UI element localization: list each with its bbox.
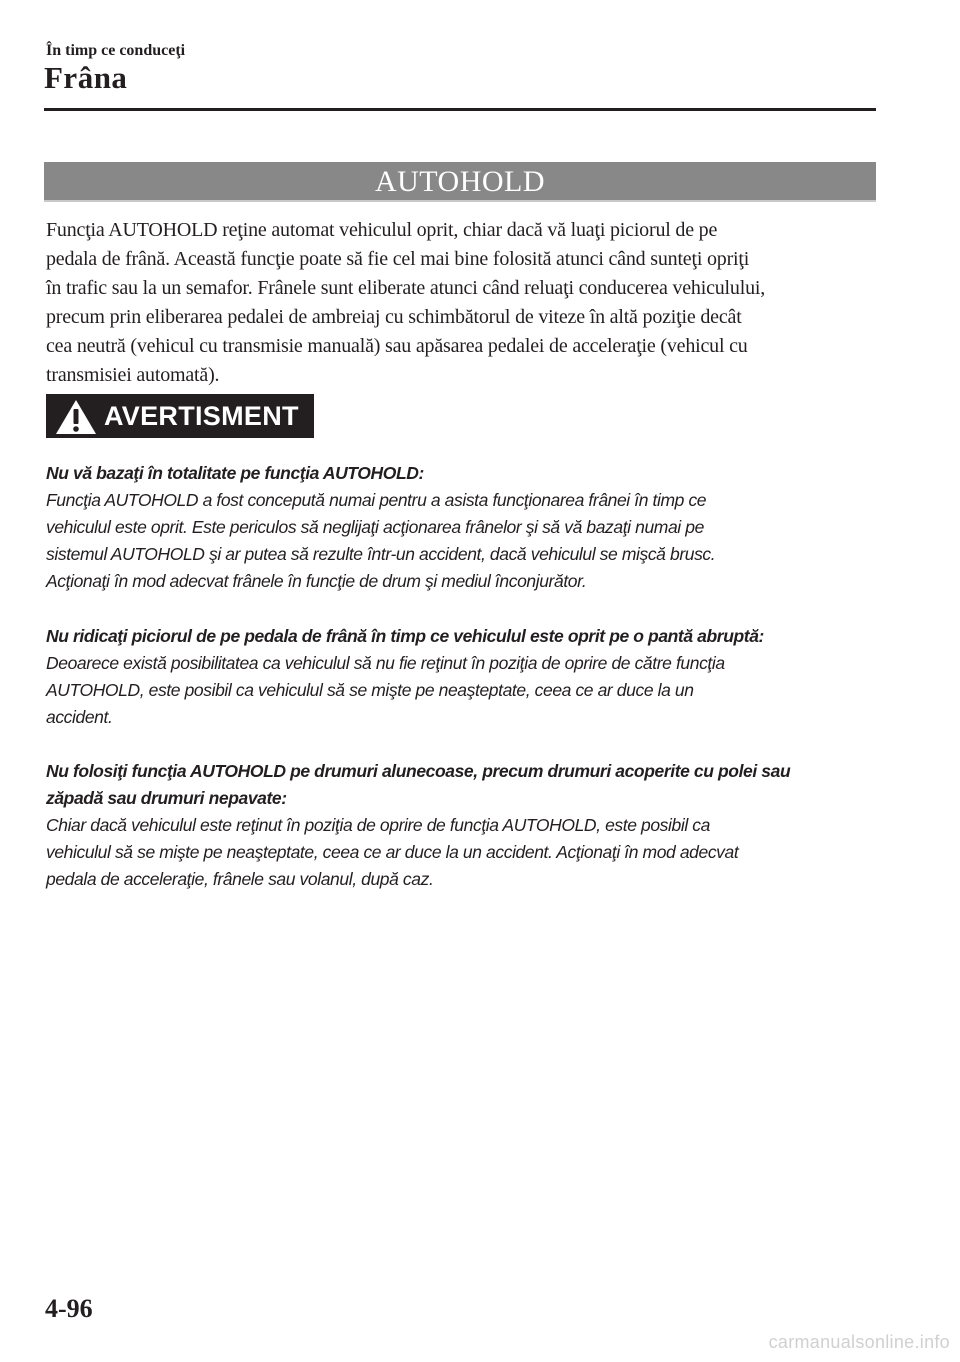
warning-triangle-icon bbox=[54, 398, 98, 436]
warning-item-heading: Nu folosiţi funcţia AUTOHOLD pe drumuri alunecoase, precum drumuri acoperite cu polei sau zăpadă sau drumuri nepavate: bbox=[46, 761, 791, 808]
warning-item-body: Deoarece există posibilitatea ca vehiculul să nu fie reţinut în poziţia de oprire de către funcţia AUTOHOLD, este posibil ca vehiculul să se mişte pe neaşteptate, ceea ce ar duce la un accident. bbox=[46, 653, 725, 727]
warning-item bbox=[46, 460, 886, 595]
page-title: Frâna bbox=[44, 60, 128, 95]
warning-item-heading: Nu vă bazaţi în totalitate pe funcţia AUTOHOLD: bbox=[46, 463, 424, 483]
header-rule bbox=[44, 108, 876, 111]
warning-item bbox=[46, 758, 886, 893]
warning-item-body: Funcţia AUTOHOLD a fost concepută numai pentru a asista funcţionarea frânei în timp ce vehiculul este oprit. Este periculos să neglijaţi acţionarea frânelor şi să vă bazaţi numai pe sistemul AUTOHOLD şi ar putea să rezulte într-un accident, dacă vehiculul se mişcă brusc. Acţionaţi în mod adecvat frânele în funcţie de drum şi mediul înconjurător. bbox=[46, 490, 716, 591]
warning-item bbox=[46, 623, 886, 731]
section-banner bbox=[44, 162, 876, 202]
intro-paragraph: Funcţia AUTOHOLD reţine automat vehiculul oprit, chiar dacă vă luaţi piciorul de pe pedala de frână. Această funcţie poate să fie cel mai bine folosită atunci când sunteţi opriţi în trafic sau la un semafor. Frânele sunt eliberate atunci când reluaţi conducerea vehiculului, precum prin eliberarea pedalei de ambreiaj cu schimbătorul de viteze în altă poziţie decât cea neutră (vehicul cu transmisie manuală) sau apăsarea pedalei de acceleraţie (vehicul cu transmisiei automată). bbox=[46, 219, 766, 386]
section-title: AUTOHOLD bbox=[374, 165, 546, 198]
warning-item-heading: Nu ridicaţi piciorul de pe pedala de frână în timp ce vehiculul este oprit pe o pantă abruptă: bbox=[46, 626, 764, 646]
watermark: carmanualsonline.info bbox=[768, 1332, 950, 1352]
warning-item-body: Chiar dacă vehiculul este reţinut în poziţia de oprire de funcţia AUTOHOLD, este posibil ca vehiculul să se mişte pe neaşteptate, ceea ce ar duce la un accident. Acţionaţi în mod adecvat pedala de acceleraţie, frânele sau volanul, după caz. bbox=[46, 815, 739, 889]
warning-label: AVERTISMENT bbox=[104, 401, 299, 431]
header-kicker: În timp ce conduceţi bbox=[46, 42, 186, 59]
warning-badge bbox=[46, 394, 314, 438]
page-number: 4-96 bbox=[45, 1294, 93, 1323]
